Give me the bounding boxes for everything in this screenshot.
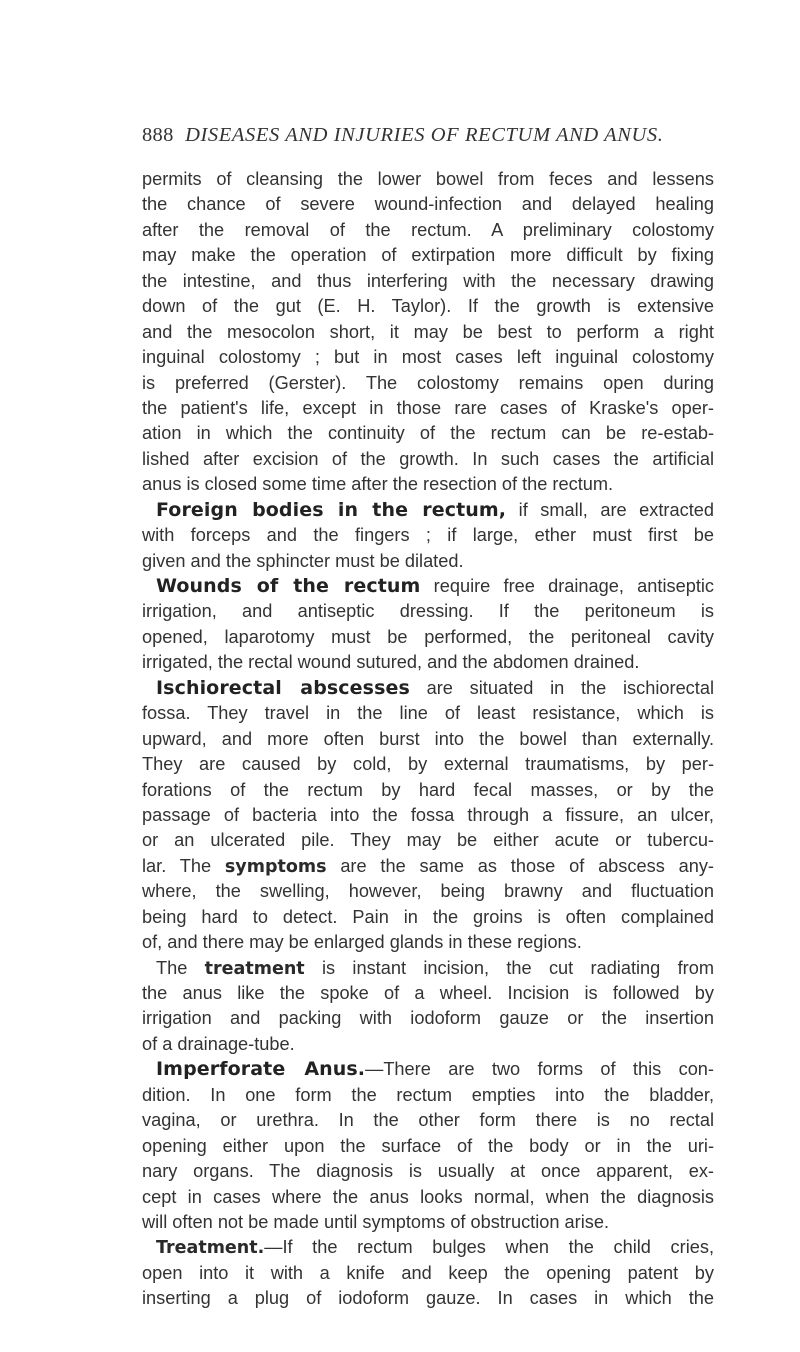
line-text: irrigation and packing with iodoform gauze or the insertion	[142, 1008, 714, 1029]
line-text: open into it with a knife and keep the opening patent by	[142, 1262, 714, 1283]
text-line	[142, 828, 714, 853]
text-line	[142, 1108, 714, 1133]
text-line	[142, 650, 714, 675]
text-line	[142, 981, 714, 1006]
text-line	[142, 498, 714, 523]
text-line	[142, 345, 714, 370]
text-line	[142, 320, 714, 345]
text-line	[142, 523, 714, 548]
section-heading: Imperforate Anus.	[156, 1058, 366, 1081]
line-text: being hard to detect. Pain in the groins is often complained	[142, 906, 714, 927]
text-line	[142, 701, 714, 726]
line-text: the chance of severe wound-infection and delayed healing	[142, 194, 714, 215]
line-text: the patient's life, except in those rare cases of Kraske's oper-	[142, 397, 714, 418]
text-line	[142, 1185, 714, 1210]
text-line	[142, 218, 714, 243]
line-text: opened, laparotomy must be performed, the peritoneal cavity	[142, 626, 714, 647]
line-text: given and the sphincter must be dilated.	[142, 550, 464, 571]
page-number: 888	[142, 124, 174, 146]
line-text: is instant incision, the cut radiating from	[304, 957, 714, 978]
text-line	[142, 371, 714, 396]
text-line	[142, 1057, 714, 1082]
line-text: if small, are extracted	[506, 499, 714, 520]
line-text: inguinal colostomy ; but in most cases left inguinal colostomy	[142, 347, 714, 368]
text-line	[142, 472, 714, 497]
text-line	[142, 727, 714, 752]
text-line	[142, 1286, 714, 1311]
line-text: passage of bacteria into the fossa through a fissure, an ulcer,	[142, 804, 714, 825]
line-text: irrigation, and antiseptic dressing. If the peritoneum is	[142, 601, 714, 622]
text-line	[142, 905, 714, 930]
line-text: and the mesocolon short, it may be best to perform a right	[142, 321, 714, 342]
text-line	[142, 1210, 714, 1235]
text-line	[142, 956, 714, 981]
line-text: cept in cases where the anus looks normal, when the diagnosis	[142, 1186, 714, 1207]
line-text: nary organs. The diagnosis is usually at once apparent, ex-	[142, 1161, 714, 1182]
line-text: fossa. They travel in the line of least resistance, which is	[142, 703, 714, 724]
line-text: or an ulcerated pile. They may be either acute or tubercu-	[142, 830, 714, 851]
line-text-lead: The	[156, 957, 205, 978]
text-line	[142, 167, 714, 192]
line-text: vagina, or urethra. In the other form there is no rectal	[142, 1110, 714, 1131]
text-line	[142, 599, 714, 624]
text-line	[142, 625, 714, 650]
body-text	[142, 167, 714, 1312]
text-line	[142, 574, 714, 599]
line-text: inserting a plug of iodoform gauze. In cases in which the	[142, 1288, 714, 1309]
text-line	[142, 243, 714, 268]
text-line	[142, 1235, 714, 1260]
line-text: dition. In one form the rectum empties into the bladder,	[142, 1084, 714, 1105]
line-text: forations of the rectum by hard fecal masses, or by the	[142, 779, 714, 800]
line-text: —If the rectum bulges when the child cries,	[264, 1237, 714, 1258]
text-line	[142, 1134, 714, 1159]
line-text: down of the gut (E. H. Taylor). If the growth is extensive	[142, 296, 714, 317]
line-text: require free drainage, antiseptic	[420, 576, 715, 596]
line-text: is preferred (Gerster). The colostomy remains open during	[142, 372, 714, 393]
line-text: may make the operation of extirpation more difficult by fixing	[142, 245, 714, 266]
text-line	[142, 930, 714, 955]
line-text-lead: lar. The	[142, 855, 225, 876]
line-text: upward, and more often burst into the bowel than externally.	[142, 728, 714, 749]
line-text: after the removal of the rectum. A preliminary colostomy	[142, 219, 714, 240]
bold-term: treatment	[204, 958, 305, 979]
text-line	[142, 854, 714, 879]
text-line	[142, 549, 714, 574]
text-line	[142, 752, 714, 777]
line-text: anus is closed some time after the resection of the rectum.	[142, 474, 614, 495]
line-text: are the same as those of abscess any-	[326, 855, 714, 876]
bold-term: symptoms	[224, 856, 327, 877]
text-line	[142, 1261, 714, 1286]
line-text: permits of cleansing the lower bowel from feces and lessens	[142, 169, 714, 189]
text-line	[142, 676, 714, 701]
line-text: are situated in the ischiorectal	[409, 677, 714, 698]
line-text: the intestine, and thus interfering with the necessary drawing	[142, 270, 714, 291]
text-line	[142, 396, 714, 421]
text-line	[142, 192, 714, 217]
line-text: of, and there may be enlarged glands in these regions.	[142, 932, 582, 953]
line-text: will often not be made until symptoms of obstruction arise.	[142, 1211, 610, 1232]
text-line	[142, 1083, 714, 1108]
text-line	[142, 421, 714, 446]
line-text: lished after excision of the growth. In such cases the artificial	[142, 448, 714, 469]
bold-term: Treatment.	[156, 1238, 265, 1259]
text-line	[142, 803, 714, 828]
running-title: DISEASES AND INJURIES OF RECTUM AND ANUS.	[185, 124, 664, 146]
line-text: They are caused by cold, by external traumatisms, by per-	[142, 754, 714, 775]
line-text: the anus like the spoke of a wheel. Incision is followed by	[142, 983, 714, 1003]
line-text: ation in which the continuity of the rectum can be re-estab-	[142, 423, 714, 444]
section-heading: Foreign bodies in the rectum,	[156, 498, 507, 521]
line-text: of a drainage-tube.	[142, 1033, 295, 1054]
text-line	[142, 447, 714, 472]
line-text: with forceps and the fingers ; if large, ether must first be	[142, 525, 714, 546]
line-text: —There are two forms of this con-	[365, 1059, 714, 1080]
text-line	[142, 1006, 714, 1031]
text-line	[142, 269, 714, 294]
line-text: opening either upon the surface of the body or in the uri-	[142, 1135, 714, 1156]
line-text: where, the swelling, however, being brawny and fluctuation	[142, 881, 714, 902]
text-line	[142, 294, 714, 319]
text-line	[142, 1032, 714, 1057]
running-head	[142, 124, 742, 147]
text-line	[142, 1159, 714, 1184]
section-heading: Ischiorectal abscesses	[156, 676, 410, 699]
text-line	[142, 778, 714, 803]
line-text: irrigated, the rectal wound sutured, and the abdomen drained.	[142, 652, 640, 673]
section-heading: Wounds of the rectum	[156, 575, 421, 597]
text-line	[142, 879, 714, 904]
